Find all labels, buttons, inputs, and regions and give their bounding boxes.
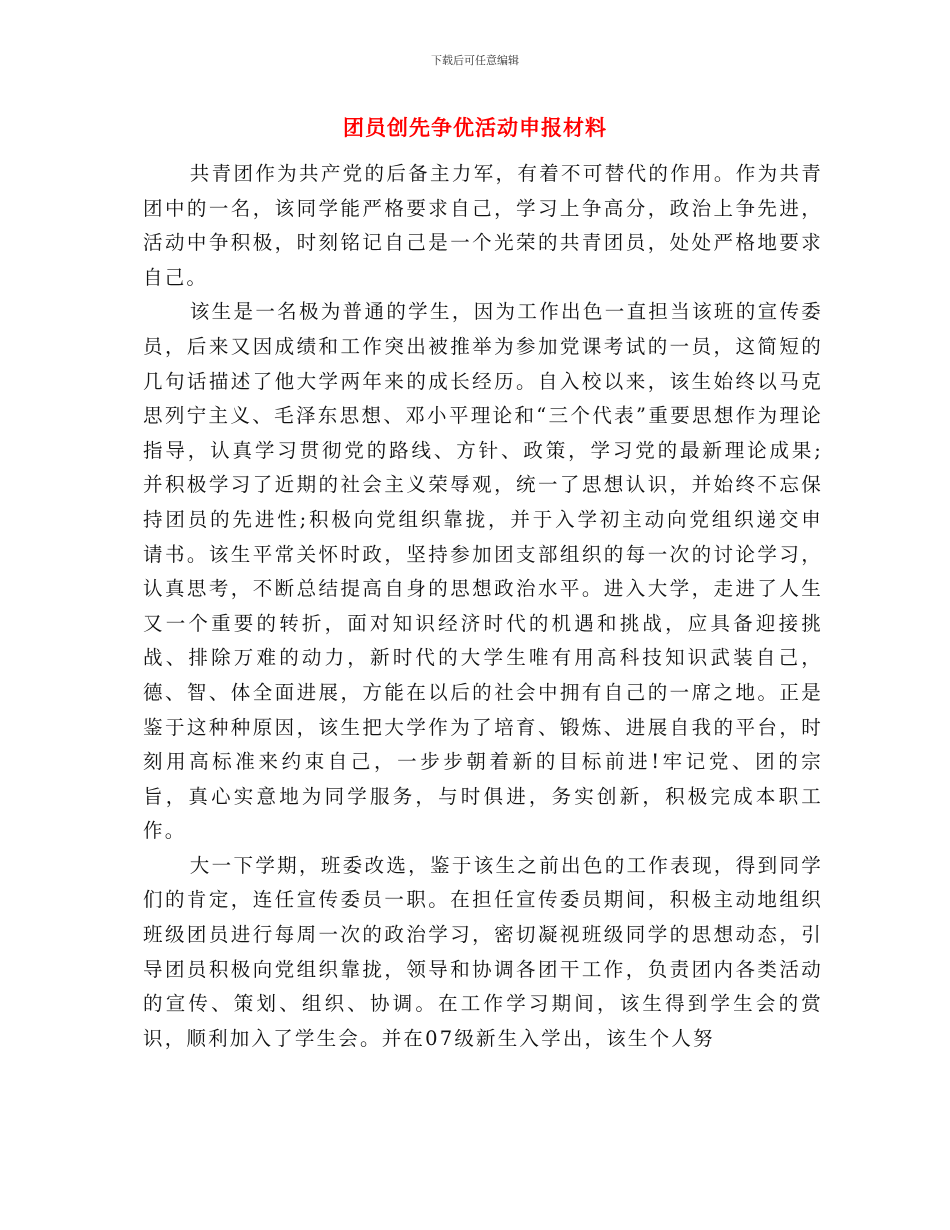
document-body [143, 157, 823, 1056]
paragraph: 共青团作为共产党的后备主力军，有着不可替代的作用。作为共青团中的一名，该同学能严格要求自己，学习上争高分，政治上争先进，活动中争积极，时刻铭记自己是一个光荣的共青团员，处处严格地要求自己。 [143, 162, 823, 289]
paragraph: 大一下学期，班委改选，鉴于该生之前出色的工作表现，得到同学们的肯定，连任宣传委员一职。在担任宣传委员期间，积极主动地组织班级团员进行每周一次的政治学习，密切凝视班级同学的思想动态，引导团员积极向党组织靠拢，领导和协调各团干工作，负责团内各类活动的宣传、策划、组织、协调。在工作学习期间，该生得到学生会的赏识，顺利加入了学生会。并在07级新生入学出，该生个人努 [143, 853, 823, 1050]
document-title: 团员创先争优活动申报材料 [343, 116, 607, 140]
paragraph: 该生是一名极为普通的学生，因为工作出色一直担当该班的宣传委员，后来又因成绩和工作突出被推举为参加党课考试的一员，这简短的几句话描述了他大学两年来的成长经历。自入校以来，该生始终以马克思列宁主义、毛泽东思想、邓小平理论和“三个代表”重要思想作为理论指导，认真学习贯彻党的路线、方针、政策，学习党的最新理论成果;并积极学习了近期的社会主义荣辱观，统一了思想认识，并始终不忘保持团员的先进性;积极向党组织靠拢，并于入学初主动向党组织递交申请书。该生平常关怀时政，坚持参加团支部组织的每一次的讨论学习，认真思考，不断总结提高自身的思想政治水平。进入大学，走进了人生又一个重要的转折，面对知识经济时代的机遇和挑战，应具备迎接挑战、排除万难的动力，新时代的大学生唯有用高科技知识武装自己，德、智、体全面进展，方能在以后的社会中拥有自己的一席之地。正是鉴于这种种原因，该生把大学作为了培育、锻炼、进展自我的平台，时刻用高标准来约束自己，一步步朝着新的目标前进!牢记党、团的宗旨，真心实意地为同学服务，与时俱进，务实创新，积极完成本职工作。 [143, 300, 823, 843]
header-note: 下载后可任意编辑 [431, 54, 519, 67]
